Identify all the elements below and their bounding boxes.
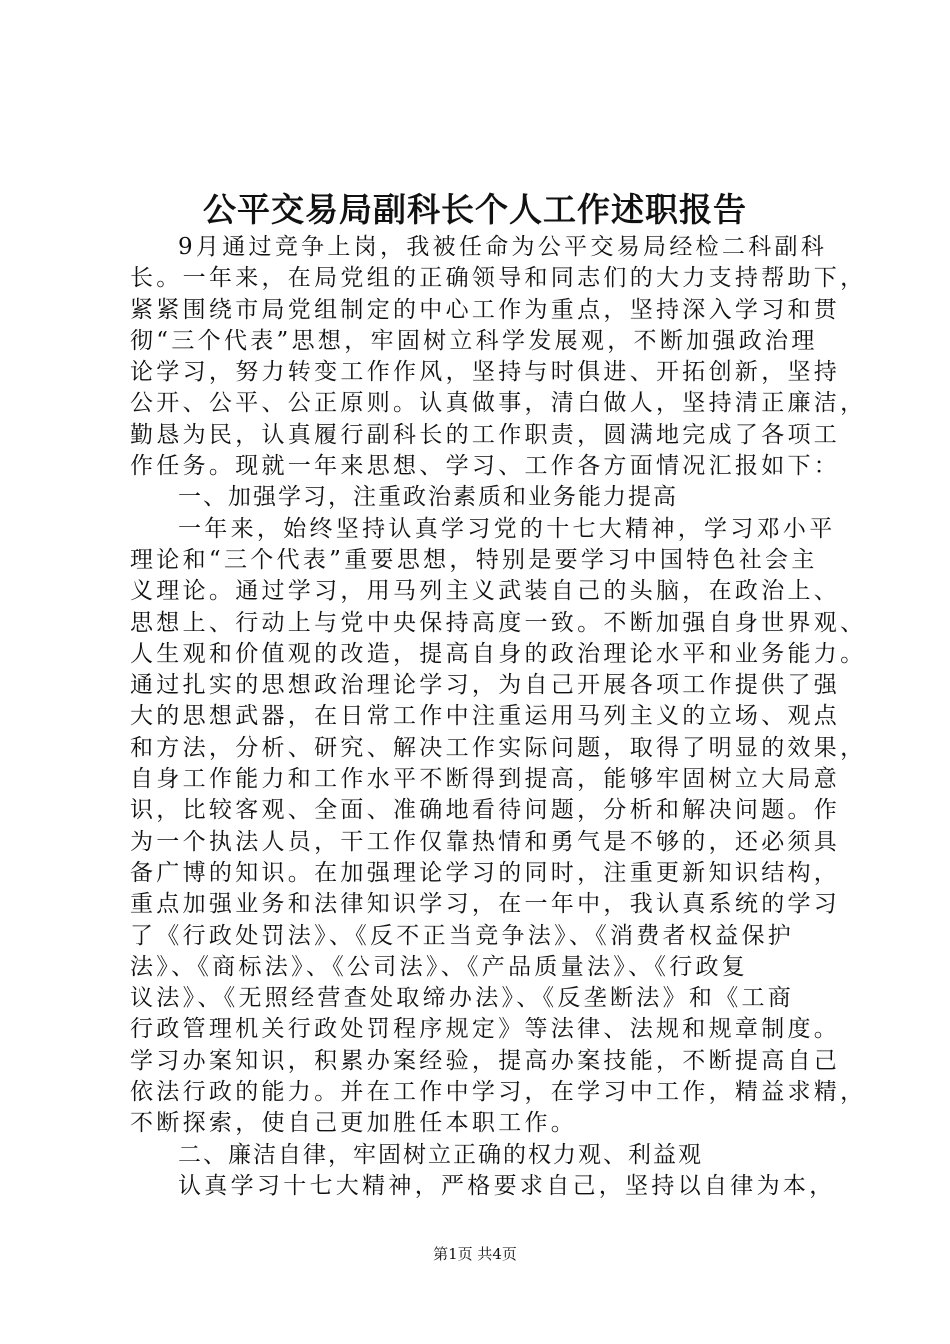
- paragraph-line: 人生观和价值观的改造，提高自身的政治理论水平和业务能力。: [130, 640, 867, 667]
- document-body: [130, 232, 867, 1202]
- paragraph-line: 9月通过竞争上岗，我被任命为公平交易局经检二科副科: [178, 234, 828, 260]
- paragraph-line: 义理论。通过学习，用马列主义武装自己的头脑，在政治上、: [130, 578, 841, 605]
- paragraph-line: 自身工作能力和工作水平不断得到提高，能够牢固树立大局意: [130, 766, 841, 793]
- paragraph-line: 勤恳为民，认真履行副科长的工作职责，圆满地完成了各项工: [130, 421, 841, 448]
- section-heading: 一、加强学习，注重政治素质和业务能力提高: [178, 484, 678, 511]
- paragraph-line: 行政管理机关行政处罚程序规定》等法律、法规和规章制度。: [130, 1016, 841, 1043]
- paragraph-line: 认真学习十七大精神，严格要求自己，坚持以自律为本，: [178, 1172, 836, 1199]
- paragraph-line: 不断探索，使自己更加胜任本职工作。: [130, 1110, 578, 1137]
- paragraph-line: 备广博的知识。在加强理论学习的同时，注重更新知识结构，: [130, 859, 841, 886]
- paragraph-line: 依法行政的能力。并在工作中学习，在学习中工作，精益求精，: [130, 1079, 867, 1106]
- paragraph-line: 彻“三个代表”思想，牢固树立科学发展观，不断加强政治理: [130, 327, 818, 354]
- paragraph-line: 和方法，分析、研究、解决工作实际问题，取得了明显的效果，: [130, 734, 867, 761]
- page-title: 公平交易局副科长个人工作述职报告: [203, 190, 747, 229]
- page-number: 第1页 共4页: [433, 1245, 517, 1263]
- paragraph-line: 大的思想武器，在日常工作中注重运用马列主义的立场、观点: [130, 703, 841, 730]
- paragraph-line: 了《行政处罚法》、《反不正当竞争法》、《消费者权益保护: [130, 922, 795, 949]
- paragraph-line: 学习办案知识，积累办案经验，提高办案技能，不断提高自己: [130, 1047, 841, 1074]
- paragraph-line: 思想上、行动上与党中央保持高度一致。不断加强自身世界观、: [130, 609, 867, 636]
- paragraph-line: 论学习，努力转变工作作风，坚持与时俱进、开拓创新，坚持: [130, 359, 841, 386]
- section-heading: 二、廉洁自律，牢固树立正确的权力观、利益观: [178, 1141, 703, 1168]
- paragraph-line: 作任务。现就一年来思想、学习、工作各方面情况汇报如下：: [130, 453, 841, 480]
- paragraph-line: 通过扎实的思想政治理论学习，为自己开展各项工作提供了强: [130, 672, 841, 699]
- paragraph-line: 公开、公平、公正原则。认真做事，清白做人，坚持清正廉洁，: [130, 390, 867, 417]
- paragraph-line: 为一个执法人员，干工作仅靠热情和勇气是不够的，还必须具: [130, 828, 841, 855]
- paragraph-line: 识，比较客观、全面、准确地看待问题，分析和解决问题。作: [130, 797, 841, 824]
- paragraph-line: 法》、《商标法》、《公司法》、《产品质量法》、《行政复: [130, 953, 749, 980]
- paragraph-line: 长。一年来，在局党组的正确领导和同志们的大力支持帮助下，: [130, 265, 867, 292]
- paragraph-line: 理论和“三个代表”重要思想，特别是要学习中国特色社会主: [130, 546, 818, 573]
- paragraph-line: 紧紧围绕市局党组制定的中心工作为重点，坚持深入学习和贯: [130, 296, 841, 323]
- paragraph-line: 重点加强业务和法律知识学习，在一年中，我认真系统的学习: [130, 891, 841, 918]
- paragraph-line: 一年来，始终坚持认真学习党的十七大精神，学习邓小平: [178, 515, 836, 542]
- paragraph-line: 议法》、《无照经营查处取缔办法》、《反垄断法》和《工商: [130, 985, 795, 1012]
